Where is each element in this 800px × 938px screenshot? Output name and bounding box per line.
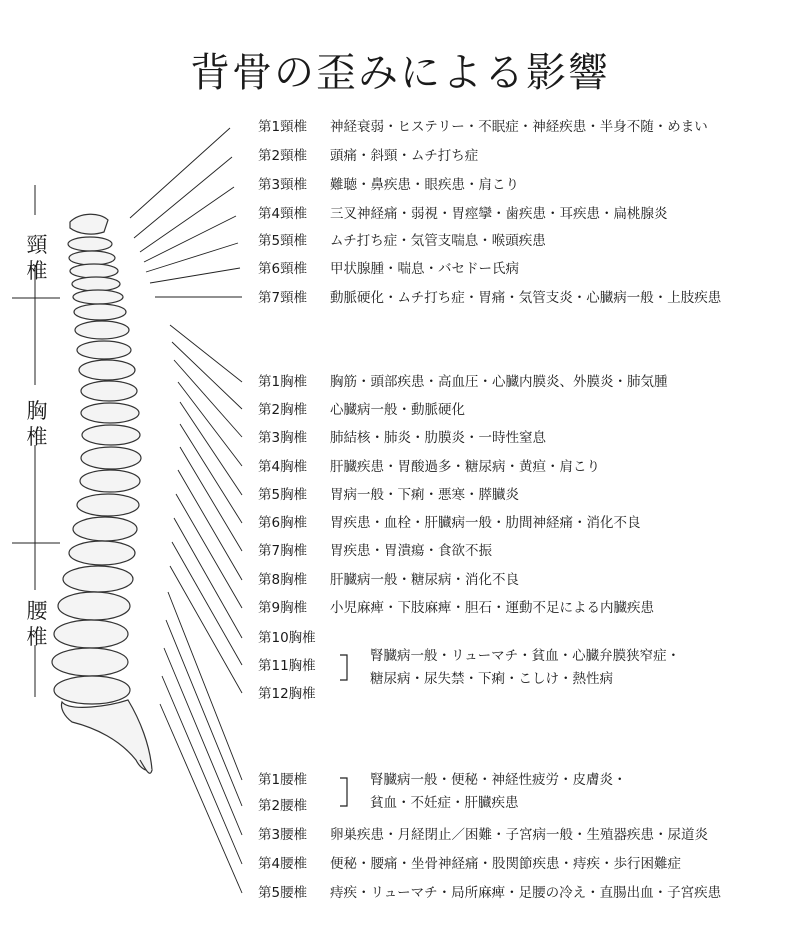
effects-text: 便秘・腰痛・坐骨神経痛・股関節疾患・痔疾・歩行困難症: [330, 856, 681, 872]
vertebra-label: 第3腰椎: [258, 827, 308, 843]
vertebra-label: 第6頸椎: [258, 261, 308, 277]
list-item: [258, 176, 519, 194]
vertebra-label: 第5頸椎: [258, 233, 308, 249]
effects-text: 肺結核・肺炎・肋膜炎・一時性窒息: [330, 430, 546, 446]
effects-text: 肝臓病一般・糖尿病・消化不良: [330, 572, 519, 588]
effects-text: 胸筋・頭部疾患・高血圧・心臓内膜炎、外膜炎・肺気腫: [330, 374, 668, 390]
effects-text: 胃疾患・胃潰瘍・食欲不振: [330, 543, 492, 559]
effects-text: 小児麻痺・下肢麻痺・胆石・運動不足による内臓疾患: [330, 600, 654, 616]
vertebra-label: 第3胸椎: [258, 430, 308, 446]
vertebra-label: 第9胸椎: [258, 600, 308, 616]
vertebra-label: 第2腰椎: [258, 798, 308, 814]
vertebra-label: 第6胸椎: [258, 515, 308, 531]
page-title: 背骨の歪みによる影響: [190, 49, 610, 96]
list-item: [258, 458, 600, 476]
list-item: [258, 118, 708, 136]
group-brackets: [340, 655, 347, 806]
group-effects-line: 糖尿病・尿失禁・下痢・こしけ・熱性病: [370, 671, 613, 687]
vertebra-label: 第2胸椎: [258, 402, 308, 418]
region-label-lumbar: 腰 椎: [26, 599, 48, 649]
vertebra-label: 第10胸椎: [258, 630, 316, 646]
list-item: [258, 884, 721, 902]
effects-text: 痔疾・リューマチ・局所麻痺・足腰の冷え・直腸出血・子宮疾患: [330, 885, 722, 901]
vertebra-label: 第4胸椎: [258, 459, 308, 475]
effects-text: 胃病一般・下痢・悪寒・膵臓炎: [330, 487, 519, 503]
group-effects-line: 貧血・不妊症・肝臓疾患: [370, 795, 519, 811]
vertebra-label: 第1胸椎: [258, 374, 308, 390]
region-label-cervical: 頸 椎: [26, 233, 48, 283]
list-item: [258, 855, 681, 873]
list-item: [258, 232, 546, 250]
list-item: [258, 826, 708, 844]
effects-text: 三叉神経痛・弱視・胃痙攣・歯疾患・耳疾患・扁桃腺炎: [330, 206, 668, 222]
list-item: [258, 599, 654, 617]
effects-text: 卵巣疾患・月経閉止／困難・子宮病一般・生殖器疾患・尿道炎: [330, 827, 708, 843]
vertebra-label: 第1頸椎: [258, 119, 308, 135]
effects-text: 頭痛・斜頸・ムチ打ち症: [330, 148, 479, 164]
list-item: [258, 486, 519, 504]
group-effects-line: 腎臓病一般・便秘・神経性疲労・皮膚炎・: [370, 772, 627, 788]
vertebra-label: 第7頸椎: [258, 290, 308, 306]
vertebra-label: 第1腰椎: [258, 772, 308, 788]
vertebra-label: 第2頸椎: [258, 148, 308, 164]
effects-text: 心臓病一般・動脈硬化: [330, 402, 465, 418]
list-item: [258, 205, 668, 223]
vertebra-label: 第7胸椎: [258, 543, 308, 559]
spine-drawing: [52, 214, 152, 773]
vertebra-label: 第8胸椎: [258, 572, 308, 588]
effects-text: 神経衰弱・ヒステリー・不眠症・神経疾患・半身不随・めまい: [330, 119, 708, 135]
list-item: [258, 542, 492, 560]
vertebra-label: 第4腰椎: [258, 856, 308, 872]
group-effects-line: 腎臓病一般・リューマチ・貧血・心臓弁膜狭窄症・: [370, 648, 681, 664]
list-item: [258, 373, 668, 391]
effects-text: 胃疾患・血栓・肝臓病一般・肋間神経痛・消化不良: [330, 515, 641, 531]
effects-text: 甲状腺腫・喘息・バセドー氏病: [330, 261, 519, 277]
effects-text: ムチ打ち症・気管支喘息・喉頭疾患: [330, 233, 546, 249]
list-item: [258, 260, 519, 278]
list-item: [258, 429, 546, 447]
vertebra-label: 第3頸椎: [258, 177, 308, 193]
vertebra-label: 第4頸椎: [258, 206, 308, 222]
list-item: [258, 514, 641, 532]
vertebra-label: 第5胸椎: [258, 487, 308, 503]
vertebra-label: 第11胸椎: [258, 658, 316, 674]
list-item: [258, 289, 721, 307]
leader-lines: [130, 128, 242, 893]
effects-text: 肝臓疾患・胃酸過多・糖尿病・黄疸・肩こり: [330, 459, 600, 475]
list-item: [258, 571, 519, 589]
list-item: [258, 147, 478, 165]
list-item: [258, 401, 465, 419]
vertebra-label: 第12胸椎: [258, 686, 316, 702]
effects-text: 動脈硬化・ムチ打ち症・胃痛・気管支炎・心臓病一般・上肢疾患: [330, 290, 722, 306]
vertebra-label: 第5腰椎: [258, 885, 308, 901]
effects-text: 難聴・鼻疾患・眼疾患・肩こり: [330, 177, 519, 193]
region-label-thoracic: 胸 椎: [26, 399, 48, 449]
